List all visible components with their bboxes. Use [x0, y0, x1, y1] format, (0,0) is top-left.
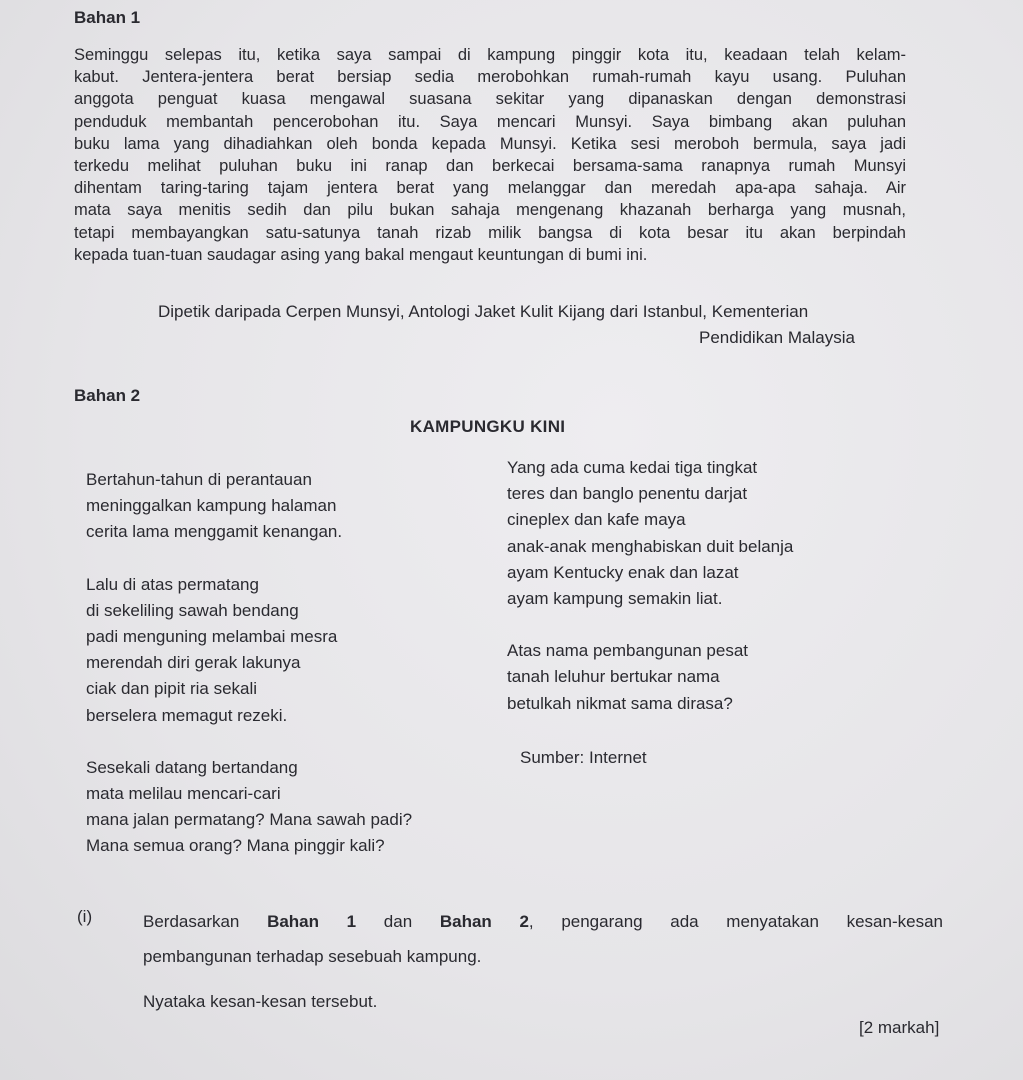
poem-line: mana jalan permatang? Mana sawah padi?: [86, 810, 413, 830]
bahan1-passage: [74, 44, 906, 266]
question-bold-bahan1: Bahan 1: [267, 912, 357, 931]
bahan1-source-line2: Pendidikan Malaysia: [699, 328, 855, 347]
poem-line: betulkah nikmat sama dirasa?: [507, 693, 733, 713]
question-fragment: dan: [356, 912, 440, 931]
poem-line: Sesekali datang bertandang: [86, 757, 298, 777]
poem-left-column: [86, 467, 412, 886]
passage-line: kabut. Jentera-jentera berat bersiap sedia merobohkan rumah-rumah kayu usang. Puluhan: [74, 68, 906, 87]
poem-line: cineplex dan kafe maya: [507, 510, 686, 530]
poem-line: Mana semua orang? Mana pinggir kali?: [86, 836, 385, 856]
bahan1-heading: Bahan 1: [74, 8, 141, 27]
poem-line: Bertahun-tahun di perantauan: [86, 470, 312, 489]
passage-line: dihentam taring-taring tajam jentera berat yang melanggar dan meredah apa-apa sahaja. Air: [74, 179, 906, 198]
poem-line: di sekeliling sawah bendang: [86, 600, 299, 620]
bahan2-source: Sumber: Internet: [520, 748, 647, 767]
poem-line: anak-anak menghabiskan duit belanja: [507, 536, 794, 556]
passage-line: tetapi membayangkan satu-satunya tanah rizab milik bangsa di kota besar itu akan berpindah: [74, 223, 906, 242]
poem-title: KAMPUNGKU KINI: [410, 417, 566, 436]
poem-line: meninggalkan kampung halaman: [86, 496, 337, 516]
question-bold-bahan2: Bahan 2: [439, 912, 529, 931]
passage-line: penduduk membantah pencerobohan itu. Saya mencari Munsyi. Saya bimbang akan puluhan: [74, 112, 906, 131]
passage-line: terkedu melihat puluhan buku ini ranap dan berkecai bersama-sama ranapnya rumah Munsyi: [74, 157, 906, 176]
question-line2: pembangunan terhadap sesebuah kampung.: [143, 947, 482, 966]
poem-stanza: [507, 638, 793, 717]
poem-stanza: [507, 455, 793, 612]
question-line1: [143, 904, 943, 939]
passage-line: buku lama yang dihadiahkan oleh bonda kepada Munsyi. Ketika sesi meroboh bermula, saya jadi: [74, 134, 906, 153]
poem-line: merendah diri gerak lakunya: [86, 653, 301, 673]
poem-line: tanah leluhur bertukar nama: [507, 667, 720, 687]
poem-line: ayam kampung semakin liat.: [507, 589, 723, 609]
poem-line: padi menguning melambai mesra: [86, 627, 338, 647]
passage-line: Seminggu selepas itu, ketika saya sampai di kampung pinggir kota itu, keadaan telah kelam-: [74, 46, 906, 64]
bahan1-source-line1: Dipetik daripada Cerpen Munsyi, Antologi Jaket Kulit Kijang dari Istanbul, Kementerian: [158, 302, 809, 321]
passage-line: mata saya menitis sedih dan pilu bukan sahaja mengenang khazanah berharga yang musnah,: [74, 201, 906, 220]
poem-right-column: [507, 455, 793, 743]
poem-line: Atas nama pembangunan pesat: [507, 641, 749, 661]
poem-stanza: [86, 467, 412, 546]
poem-line: Yang ada cuma kedai tiga tingkat: [507, 458, 758, 477]
passage-line: anggota penguat kuasa mengawal suasana sekitar yang dipanaskan dengan demonstrasi: [74, 90, 906, 109]
poem-stanza: [86, 572, 412, 729]
bahan2-heading: Bahan 2: [74, 386, 141, 405]
poem-line: ciak dan pipit ria sekali: [86, 679, 258, 699]
poem-line: teres dan banglo penentu darjat: [507, 484, 748, 504]
question-number: (i): [77, 907, 93, 926]
poem-stanza: [86, 755, 412, 860]
poem-line: berselera memagut rezeki.: [86, 705, 288, 725]
marks-label: [2 markah]: [859, 1018, 940, 1037]
poem-line: Lalu di atas permatang: [86, 574, 259, 594]
question-fragment: , pengarang ada menyatakan kesan-kesan: [528, 912, 943, 931]
question-fragment: Berdasarkan: [143, 912, 268, 931]
passage-line: kepada tuan-tuan saudagar asing yang bakal mengaut keuntungan di bumi ini.: [74, 245, 648, 264]
question-instruction: Nyataka kesan-kesan tersebut.: [143, 992, 378, 1011]
poem-line: cerita lama menggamit kenangan.: [86, 522, 343, 542]
question-text: [143, 904, 943, 974]
poem-line: mata melilau mencari-cari: [86, 784, 281, 804]
poem-line: ayam Kentucky enak dan lazat: [507, 562, 739, 582]
